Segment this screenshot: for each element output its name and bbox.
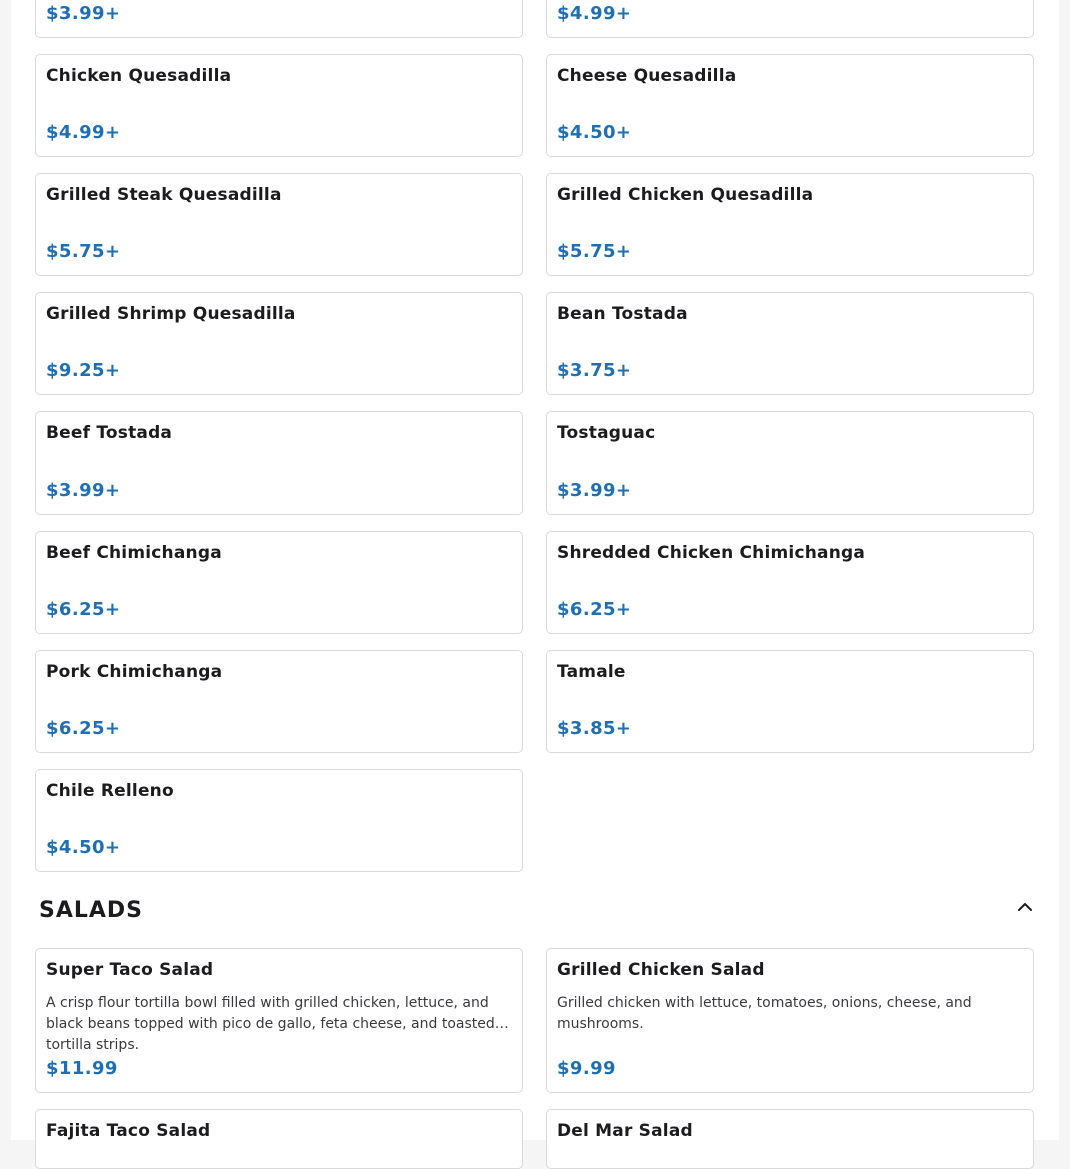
item-name: Tostaguac xyxy=(557,423,656,443)
item-price: $9.99 xyxy=(557,1058,616,1079)
item-price: $5.75+ xyxy=(557,241,632,262)
menu-item-card[interactable] xyxy=(546,948,1034,1093)
item-name: Pork Chimichanga xyxy=(46,662,223,682)
item-name: Grilled Steak Quesadilla xyxy=(46,185,282,205)
item-name: Grilled Chicken Salad xyxy=(557,960,765,980)
item-price: $6.25+ xyxy=(46,718,121,739)
item-name: Beef Tostada xyxy=(46,423,173,443)
item-name: Cheese Quesadilla xyxy=(557,66,737,86)
item-price: $3.99+ xyxy=(557,480,632,501)
menu-item-card[interactable] xyxy=(546,54,1034,157)
menu-item-card[interactable] xyxy=(546,292,1034,395)
menu-item-card[interactable] xyxy=(35,173,523,276)
item-name: Bean Tostada xyxy=(557,304,688,324)
menu-item-card[interactable] xyxy=(35,1109,523,1169)
item-price: $9.25+ xyxy=(46,360,121,381)
menu-item-card[interactable] xyxy=(546,173,1034,276)
item-price: $3.75+ xyxy=(557,360,632,381)
item-price: $3.85+ xyxy=(557,718,632,739)
section-title: SALADS xyxy=(39,898,144,923)
item-name: Del Mar Salad xyxy=(557,1121,693,1141)
menu-item-card[interactable] xyxy=(35,650,523,753)
item-description: Grilled chicken with lettuce, tomatoes, onions, cheese, and mushrooms. xyxy=(557,995,972,1032)
menu-panel xyxy=(11,0,1059,1140)
menu-item-card[interactable] xyxy=(35,54,523,157)
item-name: Tamale xyxy=(557,662,626,682)
item-price: $4.50+ xyxy=(557,122,632,143)
menu-item-card[interactable] xyxy=(35,411,523,515)
menu-item-card[interactable] xyxy=(35,531,523,634)
menu-item-card[interactable] xyxy=(546,650,1034,753)
item-price: $6.25+ xyxy=(46,599,121,620)
item-price: $6.25+ xyxy=(557,599,632,620)
item-description: A crisp flour tortilla bowl filled with grilled chicken, lettuce, and black beans topped with pico de gallo, feta cheese, and toasted tortilla strips. xyxy=(46,995,495,1053)
item-name: Chile Relleno xyxy=(46,781,174,801)
menu-item-card[interactable] xyxy=(35,769,523,872)
menu-item-card[interactable] xyxy=(546,1109,1034,1169)
item-name: Grilled Chicken Quesadilla xyxy=(557,185,814,205)
item-price: $4.99+ xyxy=(46,122,121,143)
chevron-up-icon[interactable] xyxy=(1016,898,1034,916)
menu-item-card[interactable] xyxy=(35,292,523,395)
item-price: $3.99+ xyxy=(46,480,121,501)
item-name: Beef Chimichanga xyxy=(46,543,222,563)
item-price: $4.50+ xyxy=(46,837,121,858)
menu-item-card[interactable] xyxy=(35,948,523,1093)
item-price: $3.99+ xyxy=(46,3,121,24)
item-price: $11.99 xyxy=(46,1058,118,1079)
item-name: Fajita Taco Salad xyxy=(46,1121,211,1141)
item-name: Chicken Quesadilla xyxy=(46,66,232,86)
menu-item-card[interactable] xyxy=(35,0,523,38)
item-name: Grilled Shrimp Quesadilla xyxy=(46,304,296,324)
menu-item-card[interactable] xyxy=(546,411,1034,515)
menu-item-card[interactable] xyxy=(546,0,1034,38)
item-name: Super Taco Salad xyxy=(46,960,214,980)
menu-item-card[interactable] xyxy=(546,531,1034,634)
item-name: Shredded Chicken Chimichanga xyxy=(557,543,866,563)
item-price: $5.75+ xyxy=(46,241,121,262)
item-price: $4.99+ xyxy=(557,3,632,24)
